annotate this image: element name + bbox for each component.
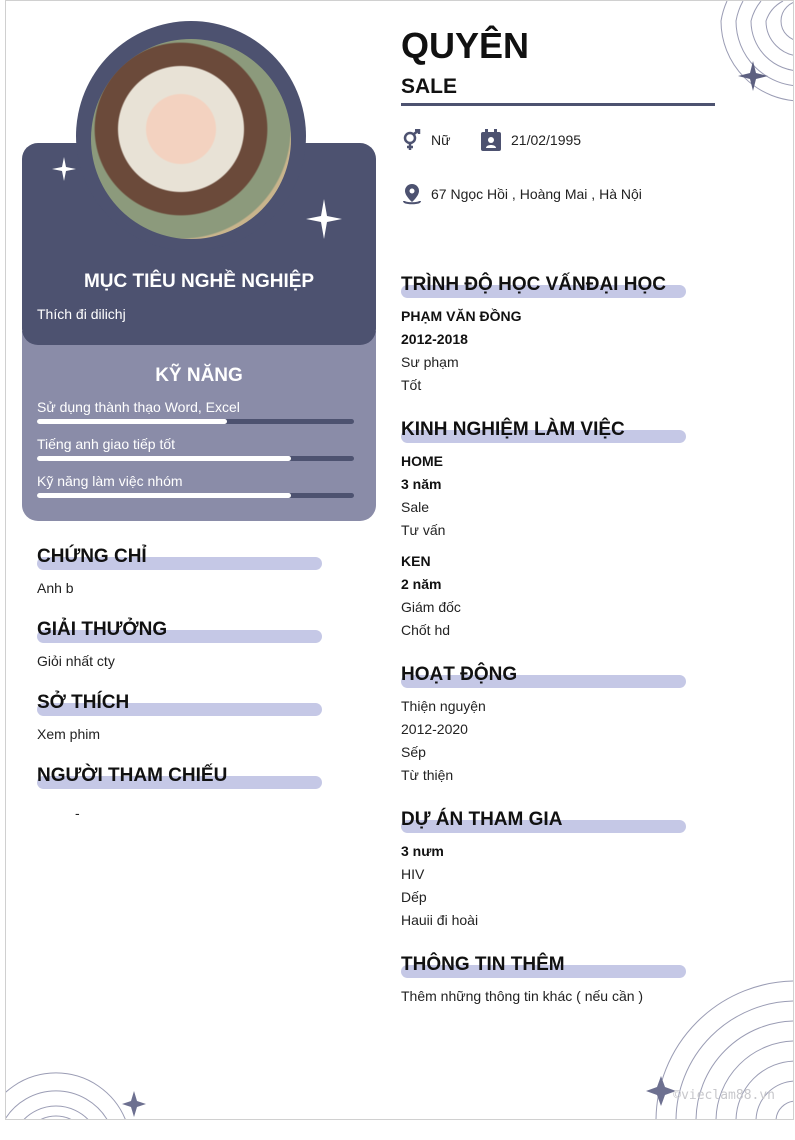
decorative-arcs-left (6, 1061, 166, 1119)
project-desc: Hauii đi hoài (401, 912, 479, 928)
cv-page (5, 0, 794, 1120)
activity-period: 2012-2020 (401, 721, 468, 737)
experience-title: KINH NGHIỆM LÀM VIỆC (401, 419, 625, 440)
additional-title: THÔNG TIN THÊM (401, 954, 565, 975)
skill-label: Sử dụng thành thạo Word, Excel (37, 399, 240, 415)
skill-label: Kỹ năng làm việc nhóm (37, 473, 183, 489)
birthday-value: 21/02/1995 (511, 132, 582, 148)
hobbies-title: SỞ THÍCH (37, 692, 130, 713)
certificates-text: Anh b (37, 580, 74, 596)
education-period: 2012-2018 (401, 331, 468, 347)
awards-text: Giỏi nhất cty (37, 653, 115, 669)
awards-title: GIẢI THƯỞNG (37, 619, 168, 640)
education-school: PHẠM VĂN ĐỒNG (401, 308, 522, 324)
projects-title: DỰ ÁN THAM GIA (401, 809, 563, 830)
education-title: TRÌNH ĐỘ HỌC VẤNĐẠI HỌC (401, 274, 666, 295)
sparkle-icon (51, 156, 77, 182)
job-desc: Tư vấn (401, 522, 446, 538)
decorative-arcs-top (706, 1, 794, 121)
objective-title: MỤC TIÊU NGHỀ NGHIỆP (83, 271, 315, 292)
project-duration: 3 nưm (401, 843, 444, 859)
candidate-position: SALE (401, 75, 458, 98)
sparkle-icon (738, 61, 768, 91)
objective-text: Thích đi dilichj (37, 306, 126, 322)
sparkle-icon (304, 197, 344, 241)
activity-desc: Từ thiện (401, 767, 454, 783)
project-name: HIV (401, 866, 425, 882)
job-desc: Chốt hd (401, 622, 451, 638)
job-company: KEN (401, 553, 431, 569)
activity-name: Thiện nguyện (401, 698, 486, 714)
skills-title: KỸ NĂNG (155, 365, 243, 386)
skill-bar (37, 456, 354, 461)
header-divider (401, 103, 715, 106)
profile-photo (91, 39, 291, 239)
skill-label: Tiếng anh giao tiếp tốt (37, 436, 176, 452)
certificates-title: CHỨNG CHỈ (37, 546, 147, 567)
additional-text: Thêm những thông tin khác ( nếu cần ) (401, 988, 644, 1004)
project-role: Dếp (401, 889, 427, 905)
references-text: - (75, 805, 80, 821)
calendar-icon (481, 129, 501, 151)
hobbies-text: Xem phim (37, 726, 101, 742)
location-icon (402, 183, 422, 205)
skill-bar (37, 493, 354, 498)
candidate-name: QUYÊN (401, 25, 530, 66)
sparkle-icon (646, 1076, 676, 1106)
education-grade: Tốt (401, 377, 422, 393)
activity-role: Sếp (401, 744, 426, 760)
education-major: Sư phạm (401, 354, 459, 370)
job-duration: 3 năm (401, 476, 442, 492)
watermark: ©vieclam88.vn (673, 1088, 775, 1103)
job-duration: 2 năm (401, 576, 442, 592)
job-role: Giám đốc (401, 599, 461, 615)
activities-title: HOẠT ĐỘNG (401, 664, 518, 685)
job-company: HOME (401, 453, 443, 469)
job-role: Sale (401, 499, 430, 515)
gender-icon (401, 129, 423, 151)
references-title: NGƯỜI THAM CHIẾU (37, 765, 228, 786)
gender-value: Nữ (431, 132, 451, 148)
sparkle-icon (122, 1091, 146, 1117)
address-value: 67 Ngọc Hồi , Hoàng Mai , Hà Nội (431, 186, 642, 202)
skill-bar (37, 419, 354, 424)
